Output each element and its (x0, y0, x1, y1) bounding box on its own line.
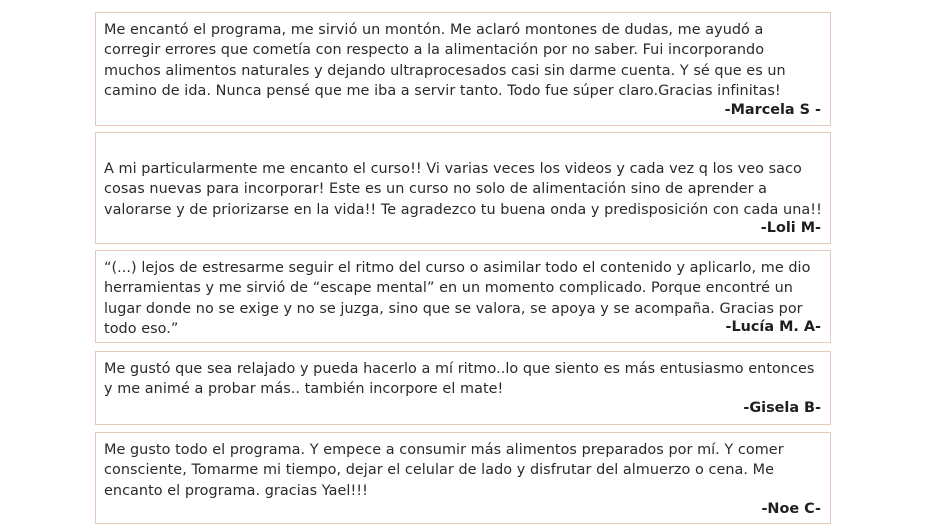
testimonial-author: -Loli M- (760, 220, 821, 236)
testimonial-card (95, 132, 831, 244)
testimonial-author: -Marcela S - (724, 102, 821, 118)
testimonial-text: Me encantó el programa, me sirvió un montón. Me aclaró montones de dudas, me ayudó a corregir errores que cometía con respecto a la alimentación por no saber. Fui incorporando muchos alimentos naturales y dejando ultraprocesados casi sin darme cuenta. Y sé que es un camino de ida. Nunca pensé que me iba a servir tanto. Todo fue súper claro.Gracias infinitas! (104, 22, 786, 100)
testimonial-text: Me gusto todo el programa. Y empece a consumir más alimentos preparados por mí. Y comer consciente, Tomarme mi tiempo, dejar el celular de lado y disfrutar del almuerzo o cena. Me encanto el programa. gracias Yael!!! (104, 442, 784, 499)
testimonial-card (95, 250, 831, 343)
testimonial-text: “(...) lejos de estresarme seguir el ritmo del curso o asimilar todo el contenido y aplicarlo, me dio herramientas y me sirvió de “escape mental” en un momento complicado. Porque encontré un lugar donde no se exige y no se juzga, sino que se valora, se apoya y se acompaña. Gracias por todo eso.” (104, 260, 811, 338)
testimonial-author: -Noe C- (761, 501, 821, 517)
testimonial-card (95, 351, 831, 425)
testimonial-text: A mi particularmente me encanto el curso!! Vi varias veces los videos y cada vez q los veo saco cosas nuevas para incorporar! Este es un curso no solo de alimentación sino de aprender a valorarse y de priorizarse en la vida!! Te agradezco tu buena onda y predisposición con cada una!! (104, 161, 822, 218)
testimonial-card (95, 432, 831, 524)
testimonial-card (95, 12, 831, 126)
testimonial-author: -Gisela B- (743, 400, 821, 416)
testimonial-text: Me gustó que sea relajado y pueda hacerlo a mí ritmo..lo que siento es más entusiasmo entonces y me animé a probar más.. también incorpore el mate! (104, 361, 815, 398)
testimonial-author: -Lucía M. A- (725, 319, 821, 335)
